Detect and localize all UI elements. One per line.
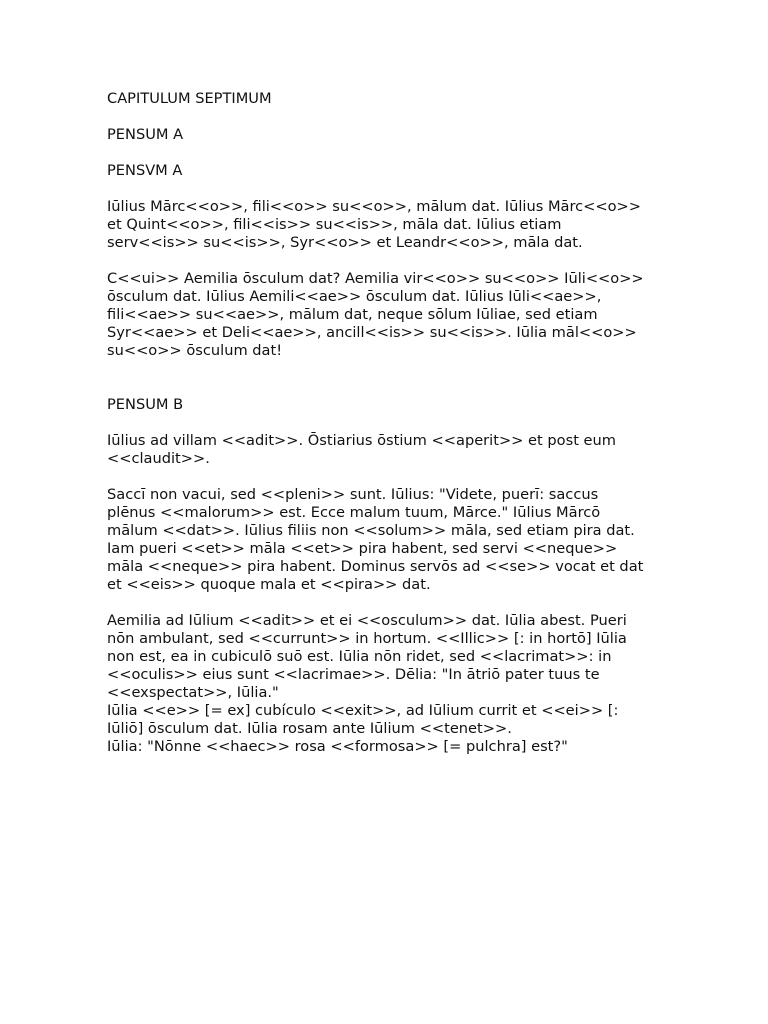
text-line: Iūlia <<e>> [= ex] cubículo <<exit>>, ad Iūlium currit et <<ei>> [: [107,702,619,719]
text-line: Aemilia ad Iūlium <<adit>> et ei <<osculum>> dat. Iūlia abest. Pueri [107,612,627,629]
text-line: fili<<ae>> su<<ae>>, mālum dat, neque sōlum Iūliae, sed etiam [107,306,598,323]
section-heading-pensvm-a: PENSVM A [107,162,183,179]
spacer [107,252,707,270]
text-line: nōn ambulant, sed <<currunt>> in hortum. <<Illic>> [: in hortō] Iūlia [107,630,627,647]
text-line: Iūlius ad villam <<adit>>. Ōstiarius ōstium <<aperit>> et post eum [107,432,616,449]
spacer [107,360,707,396]
text-line: serv<<is>> su<<is>>, Syr<<o>> et Leandr<<o>>, māla dat. [107,234,583,251]
document-title: CAPITULUM SEPTIMUM [107,90,272,107]
text-line: <<claudit>>. [107,450,210,467]
spacer [107,414,707,432]
paragraph-a1 [107,198,707,252]
spacer [107,594,707,612]
text-line: <<oculis>> eius sunt <<lacrimae>>. Dēlia: "In ātriō pater tuus te [107,666,600,683]
text-line: Iūlia: "Nōnne <<haec>> rosa <<formosa>> [= pulchra] est?" [107,738,568,755]
spacer [107,144,707,162]
paragraph-a2 [107,270,707,360]
text-line: <<exspectat>>, Iūlia." [107,684,279,701]
spacer [107,180,707,198]
text-line: non est, ea in cubiculō suō est. Iūlia nōn ridet, sed <<lacrimat>>: in [107,648,612,665]
text-line: et <<eis>> quoque mala et <<pira>> dat. [107,576,431,593]
text-line: Iūlius Mārc<<o>>, fili<<o>> su<<o>>, mālum dat. Iūlius Mārc<<o>> [107,198,642,215]
section-heading-pensum-a: PENSUM A [107,126,184,143]
spacer [107,108,707,126]
text-line: et Quint<<o>>, fili<<is>> su<<is>>, māla dat. Iūlius etiam [107,216,562,233]
text-line: Syr<<ae>> et Deli<<ae>>, ancill<<is>> su<<is>>. Iūlia māl<<o>> [107,324,637,341]
text-line: Saccī non vacui, sed <<pleni>> sunt. Iūlius: "Videte, puerī: saccus [107,486,599,503]
spacer [107,468,707,486]
document-page [107,90,707,756]
text-line: māla <<neque>> pira habent. Dominus servōs ad <<se>> vocat et dat [107,558,644,575]
text-line: C<<ui>> Aemilia ōsculum dat? Aemilia vir<<o>> su<<o>> Iūli<<o>> [107,270,644,287]
text-line: su<<o>> ōsculum dat! [107,342,283,359]
paragraph-b1 [107,432,707,468]
paragraph-b3 [107,612,707,756]
text-line: Iam pueri <<et>> māla <<et>> pira habent, sed servi <<neque>> [107,540,618,557]
paragraph-b2 [107,486,707,594]
section-heading-pensum-b: PENSUM B [107,396,184,413]
text-line: plēnus <<malorum>> est. Ecce malum tuum, Mārce." Iūlius Mārcō [107,504,601,521]
text-line: ōsculum dat. Iūlius Aemili<<ae>> ōsculum dat. Iūlius Iūli<<ae>>, [107,288,602,305]
text-line: mālum <<dat>>. Iūlius filiis non <<solum>> māla, sed etiam pira dat. [107,522,635,539]
text-line: Iūliō] ōsculum dat. Iūlia rosam ante Iūlium <<tenet>>. [107,720,512,737]
